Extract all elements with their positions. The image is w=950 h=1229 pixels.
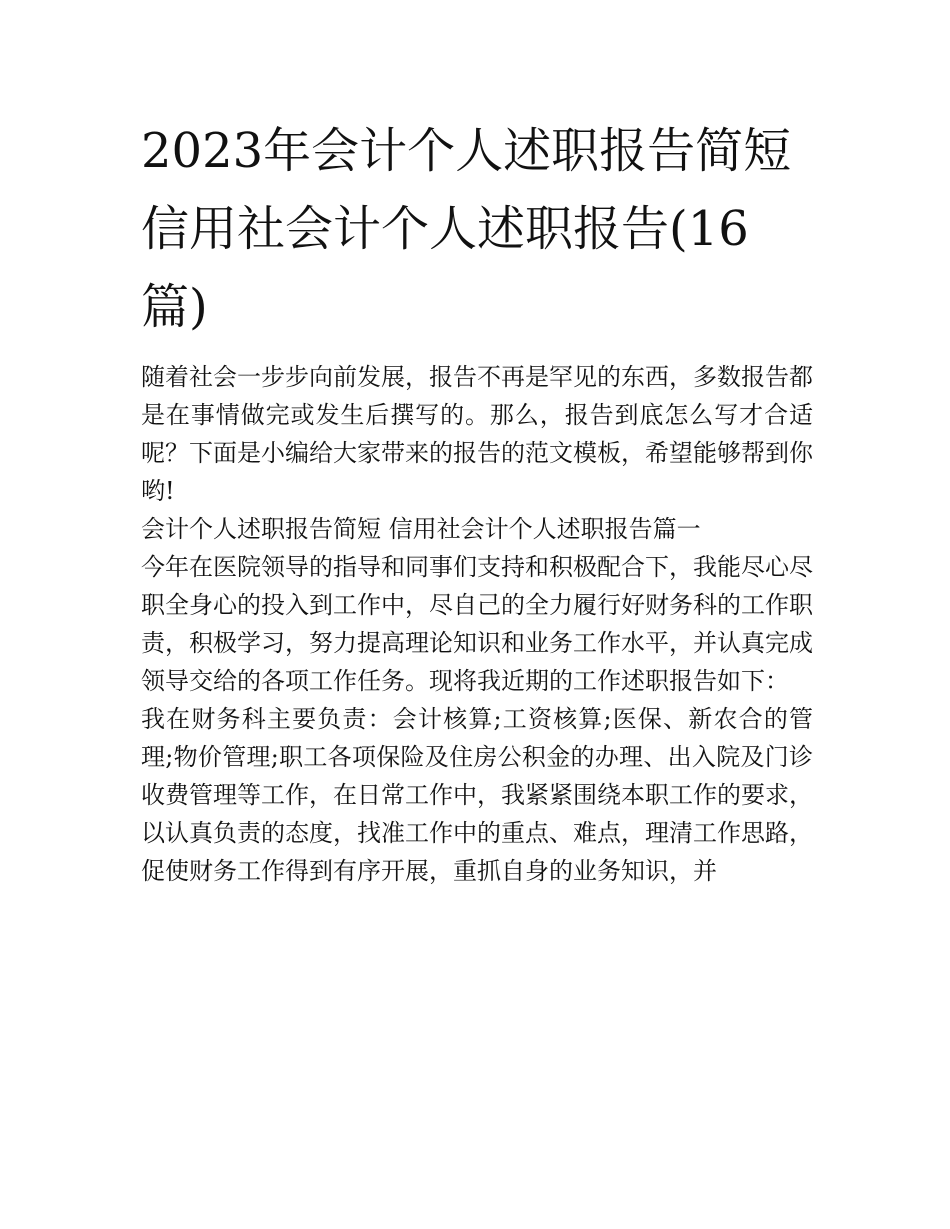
intro-paragraph: 随着社会一步步向前发展，报告不再是罕见的东西，多数报告都是在事情做完或发生后撰写的。那么，报告到底怎么写才合适呢？下面是小编给大家带来的报告的范文模板，希望能够帮到你哟! xyxy=(141,363,813,505)
body-paragraph: 我在财务科主要负责：会计核算;工资核算;医保、新农合的管理;物价管理;职工各项保险及住房公积金的办理、出入院及门诊收费管理等工作，在日常工作中，我紧紧围绕本职工作的要求，以认真负责的态度，找准工作中的重点、难点，理清工作思路，促使财务工作得到有序开展，重抓自身的业务知识，并 xyxy=(141,705,813,885)
body-paragraph: 今年在医院领导的指导和同事们支持和积极配合下，我能尽心尽职全身心的投入到工作中，尽自己的全力履行好财务科的工作职责，积极学习，努力提高理论知识和业务工作水平，并认真完成领导交给的各项工作任务。现将我近期的工作述职报告如下： xyxy=(141,553,813,695)
section-heading: 会计个人述职报告简短 信用社会计个人述职报告篇一 xyxy=(141,515,701,543)
document-page xyxy=(141,112,813,890)
document-body xyxy=(141,358,813,890)
document-title: 2023年会计个人述职报告简短 信用社会计个人述职报告(16篇) xyxy=(141,123,792,335)
